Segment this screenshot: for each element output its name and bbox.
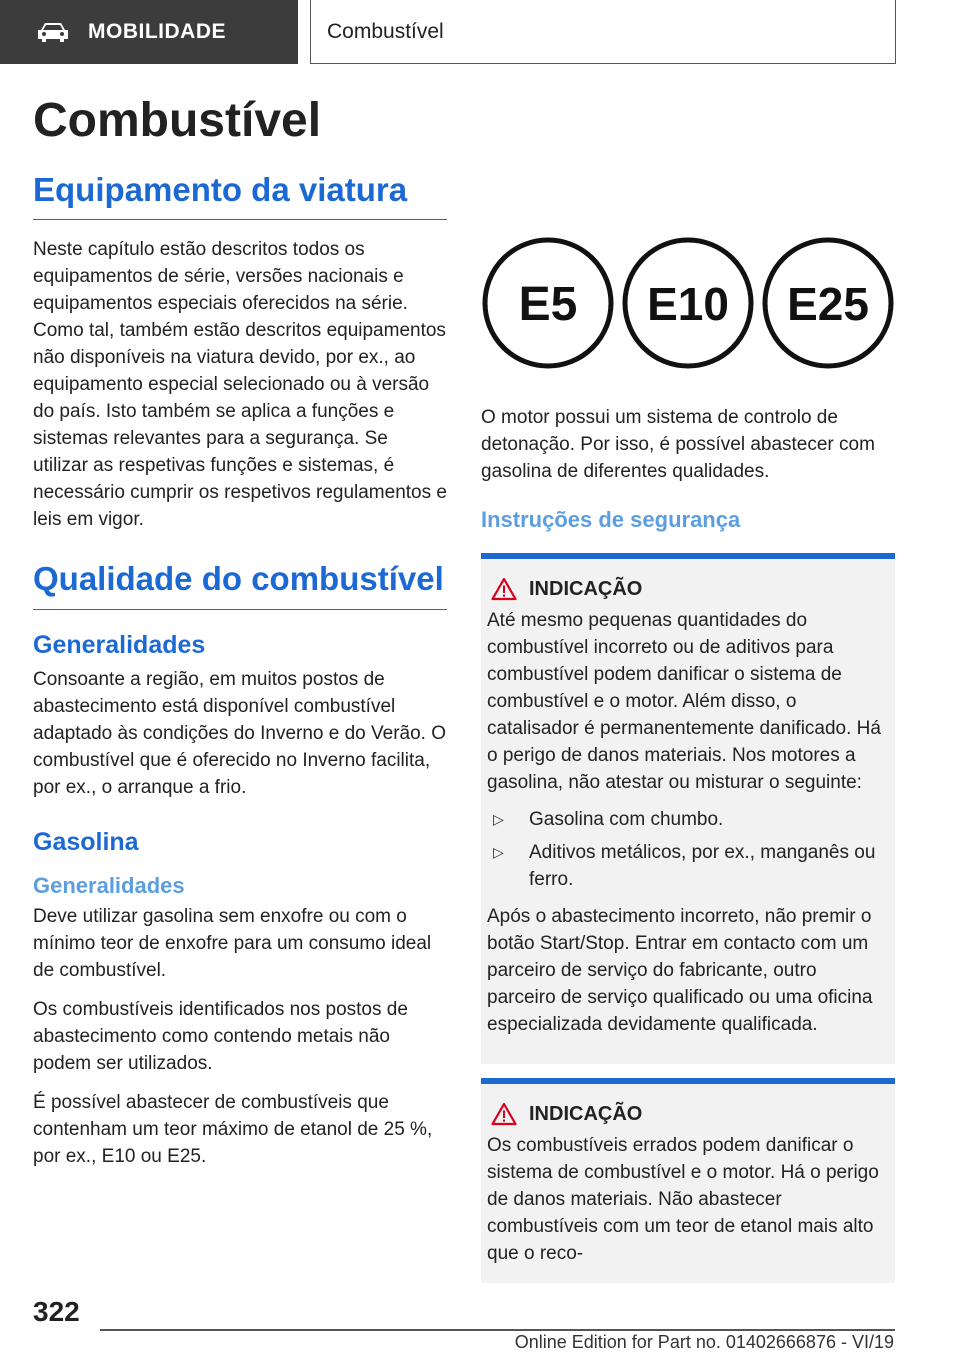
heading-gasoline-general: Generalidades [33, 872, 185, 898]
notice-text: Até mesmo pequenas quantidades do combustível incorreto ou de aditivos para combustível podem danificar o sistema de combustível e o motor. Além disso, o catalisador é permanentemente danificado. Há o perigo de danos materiais. Nos motores a gasolina, não atestar ou misturar o seguinte: [487, 610, 881, 793]
notice-bullets [487, 806, 889, 893]
notice-header [487, 577, 889, 601]
fuel-sign-e5 [481, 236, 615, 370]
header-title-text: Combustível [327, 19, 444, 43]
list-item [487, 839, 889, 893]
sign-label: E25 [787, 278, 869, 330]
list-item-text: Aditivos metálicos, por ex., manganês ou ferro. [529, 842, 876, 890]
sign-label: E5 [518, 278, 578, 331]
fuel-sign-e25 [761, 236, 895, 370]
section-tab [0, 0, 298, 64]
paragraph-gasoline-2: Os combustíveis identificados nos postos de abastecimento como contendo metais não podem ser utilizados. [33, 999, 408, 1075]
page-number: 322 [33, 1296, 80, 1327]
heading-safety: Instruções de segurança [481, 507, 741, 532]
paragraph-gasoline-1: Deve utilizar gasolina sem enxofre ou com o mínimo teor de enxofre para um consumo ideal de combustível. [33, 906, 432, 982]
notice-box-2 [481, 1078, 895, 1283]
section-label: MOBILIDADE [88, 20, 226, 43]
notice-text: Os combustíveis errados podem danificar o sistema de combustível e o motor. Há o perigo de danos materiais. Não abastecer combustíveis com um teor de etanol mais alto que o reco- [487, 1135, 879, 1264]
triangle-bullet-icon: ▷ [493, 844, 504, 860]
sign-label: E10 [647, 278, 729, 330]
edition-text: Online Edition for Part no. 01402666876 - VI/19 [514, 1332, 894, 1352]
heading-equipment: Equipamento da viatura [33, 170, 447, 221]
notice-box-1 [481, 553, 895, 1064]
paragraph-gasoline-3: É possível abastecer de combustíveis que contenham um teor máximo de etanol de 25 %, por ex., E10 ou E25. [33, 1092, 433, 1168]
header-title [310, 0, 896, 64]
warning-triangle-icon [491, 577, 517, 601]
list-item [487, 806, 889, 833]
car-icon [36, 20, 70, 44]
paragraph-motor: O motor possui um sistema de controlo de detonação. Por isso, é possível abastecer com gasolina de diferentes qualidades. [481, 407, 875, 482]
footer-divider [100, 1329, 895, 1331]
notice-header [487, 1102, 889, 1126]
fuel-signs [481, 236, 895, 370]
list-item-text: Gasolina com chumbo. [529, 809, 724, 830]
left-column [33, 92, 447, 1182]
paragraph-general: Consoante a região, em muitos postos de abastecimento está disponível combustível adaptado às condições do Inverno e do Verão. O combustível que é oferecido no Inverno facilita, por ex., o arranque a frio. [33, 668, 447, 798]
heading-fuel-quality: Qualidade do combustível [33, 559, 447, 610]
notice-label: INDICAÇÃO [529, 1102, 643, 1125]
triangle-bullet-icon: ▷ [493, 811, 504, 827]
notice-after-text: Após o abastecimento incorreto, não premir o botão Start/Stop. Entrar em contacto com um parceiro de serviço do fabricante, outro parceiro de serviço qualificado ou uma oficina especializada devidamente qualificada. [487, 906, 873, 1035]
page-title: Combustível [33, 94, 322, 147]
notice-label: INDICAÇÃO [529, 577, 643, 600]
heading-gasoline: Gasolina [33, 827, 139, 856]
fuel-sign-e10 [621, 236, 755, 370]
right-column [481, 236, 895, 1297]
heading-general: Generalidades [33, 630, 206, 659]
warning-triangle-icon [491, 1102, 517, 1126]
paragraph-equipment: Neste capítulo estão descritos todos os equipamentos de série, versões nacionais e equipamentos especiais oferecidos na série. Como tal, também estão descritos equipamentos não disponíveis na viatura devido, por ex., ao equipamento especial selecionado ou à versão do país. Isto também se aplica a funções e sistemas relevantes para a segurança. Se utilizar as respetivas funções e sistemas, é necessário cumprir os respetivos regulamentos e leis em vigor. [33, 239, 447, 531]
